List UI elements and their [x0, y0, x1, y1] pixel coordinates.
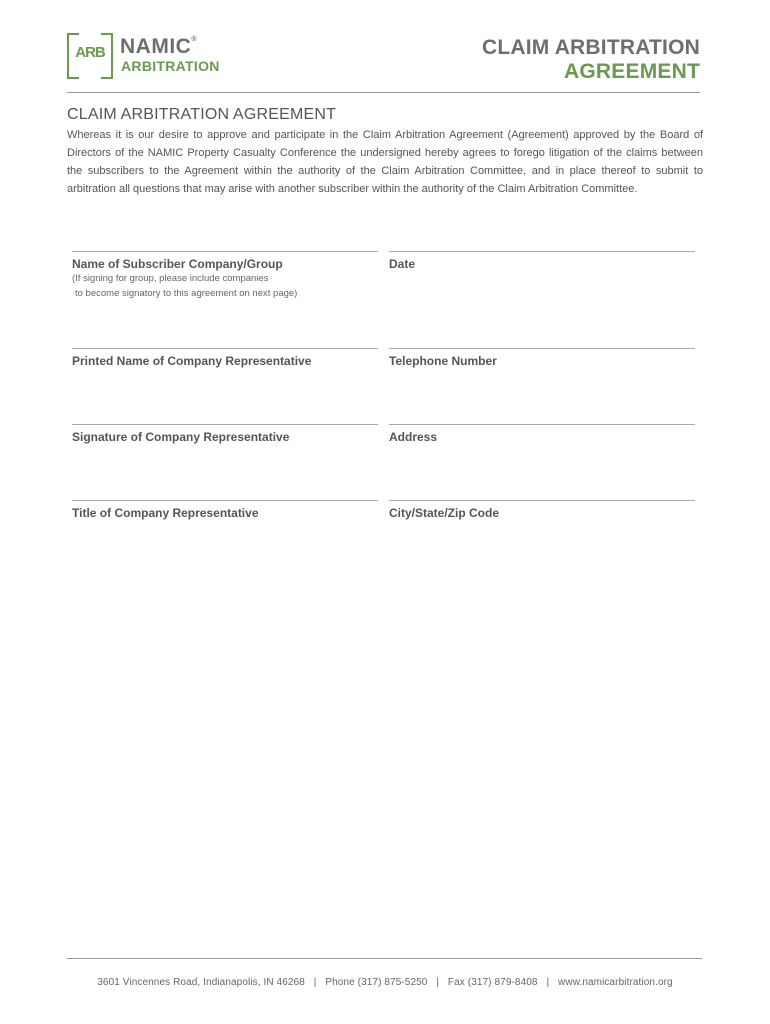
logo-sub-name: ARBITRATION — [121, 58, 220, 74]
signature-line — [389, 348, 695, 349]
footer-phone: Phone (317) 875-5250 — [325, 977, 428, 988]
date-label: Date — [389, 257, 416, 271]
signature-line — [72, 251, 378, 252]
registered-mark: ® — [191, 36, 197, 43]
title-line-1: CLAIM ARBITRATION — [481, 36, 700, 59]
address-label: Address — [389, 430, 438, 444]
header-divider — [67, 92, 700, 93]
signature-line — [72, 348, 378, 349]
footer-website-link[interactable]: www.namicarbitration.org — [558, 977, 673, 988]
signature-line — [389, 424, 695, 425]
footer-contact — [0, 977, 770, 988]
signature-line — [72, 424, 378, 425]
logo-org-name — [120, 35, 197, 59]
subscriber-company-label: Name of Subscriber Company/Group — [72, 257, 283, 271]
signature-label: Signature of Company Representative — [72, 430, 290, 444]
intro-paragraph: Whereas it is our desire to approve and participate in the Claim Arbitration Agreement (Agreement) approved by the Board of Directors of the NAMIC Property Casualty Conference the undersigned hereby agrees to forego litigation of the claims between the subscribers to the Agreement within the authority of the Claim Arbitration Committee, and in place thereof to submit to arbitration all questions that may arise with another subscriber within the authority of the Claim Arbitration Committee. — [67, 129, 703, 195]
section-heading: CLAIM ARBITRATION AGREEMENT — [67, 106, 337, 123]
footer-separator: | — [436, 977, 440, 988]
date-field[interactable] — [389, 251, 695, 271]
city-state-zip-label: City/State/Zip Code — [389, 506, 500, 520]
signature-field[interactable] — [72, 424, 378, 444]
signature-line — [72, 500, 378, 501]
subscriber-company-note-2: to become signatory to this agreement on next page) — [75, 288, 298, 299]
footer-divider — [67, 958, 702, 959]
signature-line — [389, 500, 695, 501]
telephone-label: Telephone Number — [389, 354, 497, 368]
document-title — [482, 36, 700, 84]
printed-name-label: Printed Name of Company Representative — [72, 354, 312, 368]
footer-separator: | — [313, 977, 317, 988]
subscriber-company-field[interactable] — [72, 251, 378, 301]
logo-mark-text: ARB — [75, 44, 105, 61]
title-field[interactable] — [72, 500, 378, 520]
footer-address: 3601 Vincennes Road, Indianapolis, IN 46268 — [97, 977, 305, 988]
address-field[interactable] — [389, 424, 695, 444]
title-label: Title of Company Representative — [72, 506, 259, 520]
logo-org-text: NAMIC — [120, 35, 192, 58]
footer-separator: | — [546, 977, 550, 988]
subscriber-company-note-1: (If signing for group, please include companies — [72, 273, 269, 284]
telephone-field[interactable] — [389, 348, 695, 368]
signature-line — [389, 251, 695, 252]
city-state-zip-field[interactable] — [389, 500, 695, 520]
printed-name-field[interactable] — [72, 348, 378, 368]
title-line-2: AGREEMENT — [564, 60, 700, 83]
footer-fax: Fax (317) 879-8408 — [447, 977, 538, 988]
